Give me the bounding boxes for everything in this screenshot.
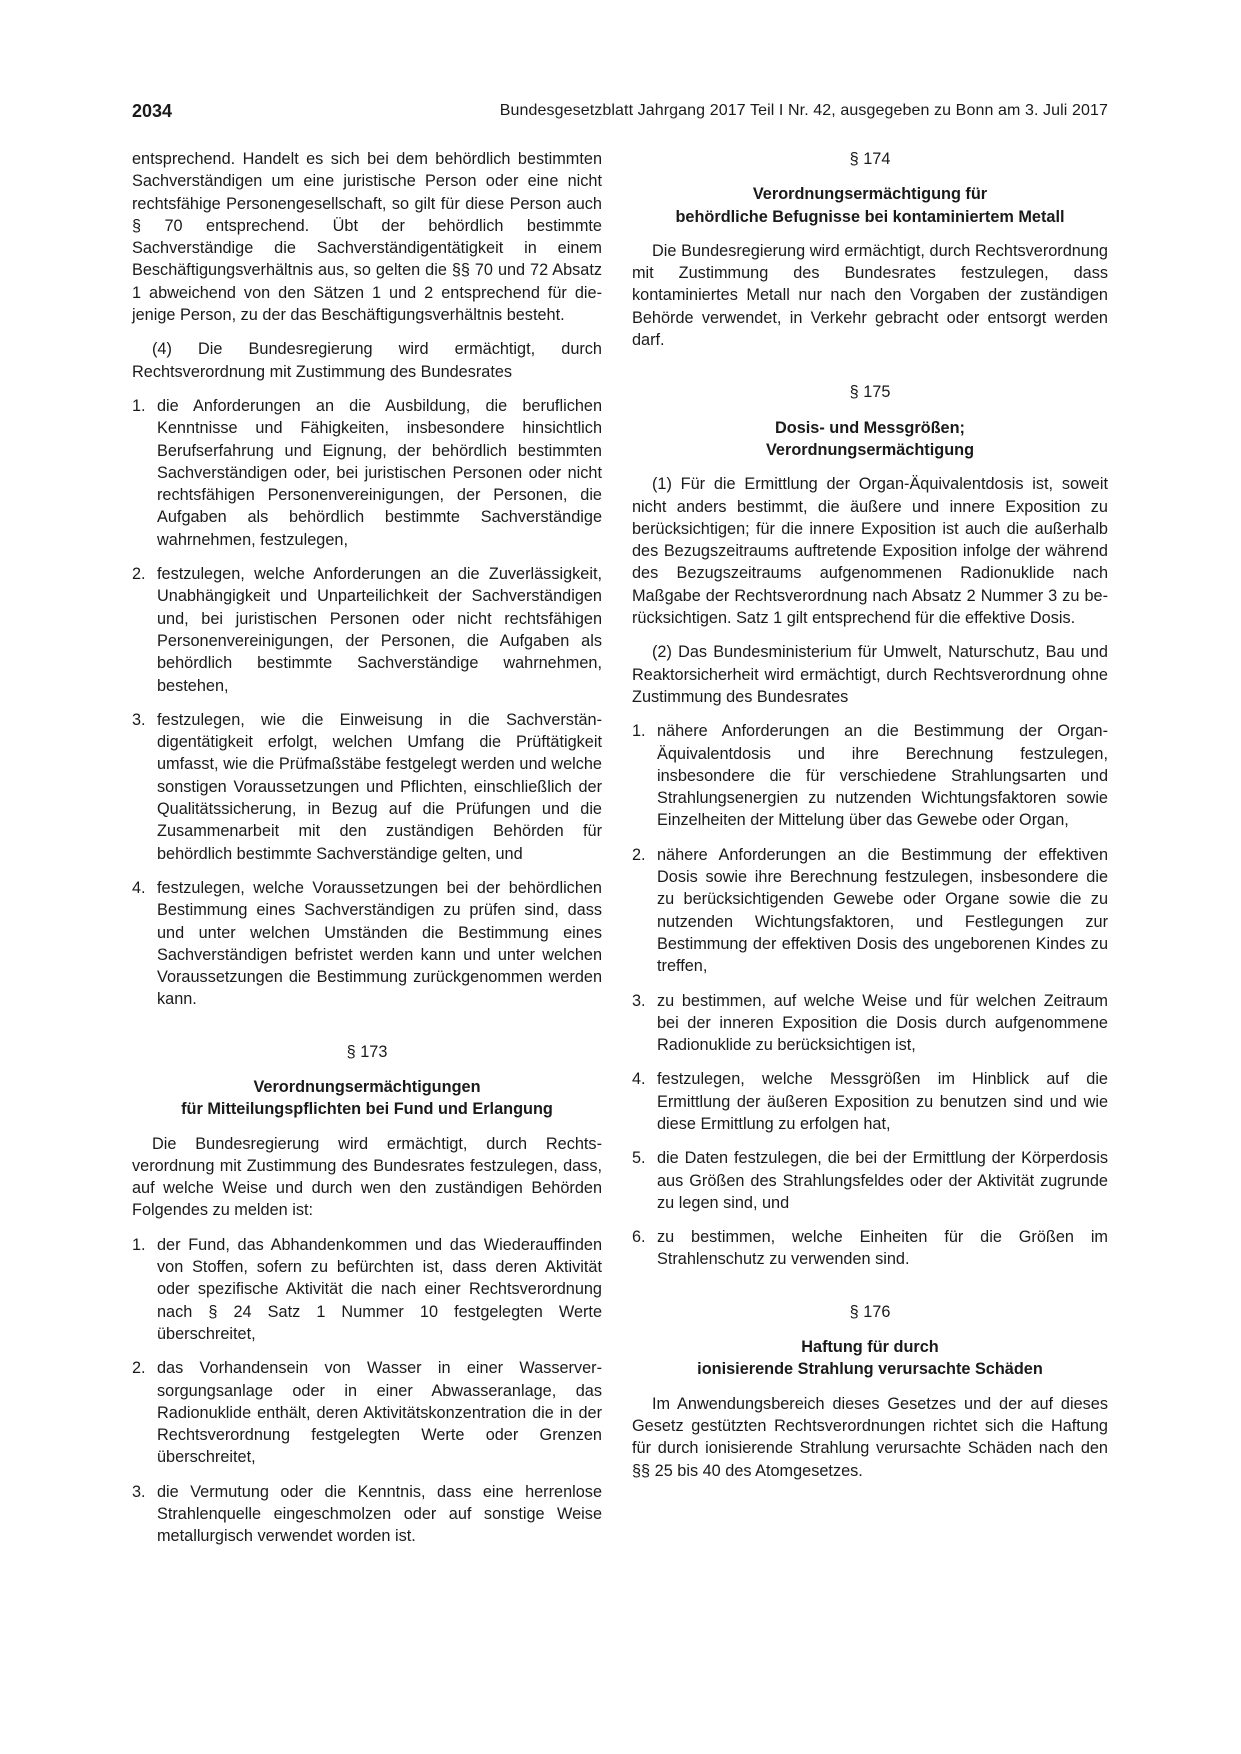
running-head: Bundesgesetzblatt Jahrgang 2017 Teil I Nr. 42, ausgegeben zu Bonn am 3. Juli 2017 xyxy=(499,102,1108,119)
list-item: 3. zu bestimmen, auf welche Weise und für welchen Zeitraum bei der inneren Exposition die Dosis durch aufgenommene Radionuklide zu berücksichtigen ist, xyxy=(632,991,1108,1055)
section-174-number: § 174 xyxy=(849,150,891,168)
section-173-title: Verordnungsermächtigungen für Mitteilungspflichten bei Fund und Erlangung xyxy=(181,1077,553,1119)
list-item: 3. die Vermutung oder die Kenntnis, dass eine herrenlose Strahlenquelle eingeschmolzen oder auf sonstige Weise metallurgisch verwendet worden ist. xyxy=(132,1482,602,1546)
section-174-text: Die Bundesregierung wird ermächtigt, durch Rechtsverordnung mit Zustimmung des Bundesrates festzulegen, dass kontaminiertes Metall nur nach den Vorgaben der zuständigen Behörde verwendet, in Verkehr gebracht oder entsorgt werden darf. xyxy=(632,241,1108,350)
list-item: 3. festzulegen, wie die Einweisung in die Sachverständigentätigkeit erfolgt, welchen Umfang die Prüftätigkeit umfasst, wie die Prüfmaßstäbe festgelegt werden und welche sonstigen Voraussetzungen und Pflichten, einschließlich der Qualitätssicherung, in Bezug auf die Prüfungen und die Zusammenarbeit mit den zuständigen Behörden für behördlich bestimmte Sachverständige gelten, und xyxy=(132,710,602,863)
left-column xyxy=(132,148,602,1548)
list-item: 4. festzulegen, welche Messgrößen im Hinblick auf die Ermittlung der äußeren Exposition zu benutzen sind und wie diese Ermittlung zu erfolgen hat, xyxy=(632,1070,1108,1133)
section-174-title: Verordnungsermächtigung für behördliche Befugnisse bei kontaminiertem Metall xyxy=(675,185,1065,226)
right-column xyxy=(632,148,1108,1482)
section-175-paragraph-2: (2) Das Bundesministerium für Umwelt, Naturschutz, Bau und Reaktorsicherheit wird ermächtigt, durch Rechtsverordnung ohne Zustimmung des Bundesrates xyxy=(632,643,1108,706)
paragraph-4-list xyxy=(132,395,602,1011)
section-175-paragraph-1: (1) Für die Ermittlung der Organ-Äquivalentdosis ist, soweit nicht anders bestimmt, die äußere und innere Exposition zu berücksichtigen; für die innere Exposition ist auch die außerhalb des Bezugszeitraums auftretende Exposition infolge der während des Bezugszeitraums aufgenommenen Radionuklide nach Maßgabe der Rechtsverordnung nach Absatz 2 Nummer 3 zu berücksichtigen. Satz 1 gilt entsprechend für die effektive Dosis. xyxy=(632,475,1108,628)
section-175-title: Dosis- und Messgrößen; Verordnungsermächtigung xyxy=(765,418,975,459)
section-175-number: § 175 xyxy=(849,383,891,402)
list-item: 2. festzulegen, welche Anforderungen an die Zuverlässigkeit, Unabhängigkeit und Unparteilichkeit der Sachverständigen und, bei juristischen Personen oder nicht rechtsfähigen Personenvereinigungen, der Personen, die Aufgaben als behördlich bestimmte Sachverständige wahrnehmen, bestehen, xyxy=(132,565,602,695)
page-header xyxy=(132,99,1108,123)
list-item: 1. der Fund, das Abhandenkommen und das Wiederauffinden von Stoffen, sofern zu befürchten ist, dass deren Aktivität oder spezifische Aktivität die nach einer Rechtsverordnung nach § 24 Satz 1 Nummer 10 festgelegten Werte überschreitet, xyxy=(132,1235,602,1343)
paragraph-4: (4) Die Bundesregierung wird ermächtigt, durch Rechtsverordnung mit Zustimmung des Bundesrates xyxy=(132,340,602,381)
list-item: 4. festzulegen, welche Voraussetzungen bei der behördlichen Bestimmung eines Sachverständigen zu prüfen sind, dass und unter welchen Umständen die Bestimmung eines Sachverständigen befristet werden kann und unter welchen Voraussetzungen die Bestimmung zurückgenommen werden kann. xyxy=(132,878,602,1009)
list-item: 1. nähere Anforderungen an die Bestimmung der Organ-Äquivalentdosis und ihre Berechnung festzulegen, insbesondere die für verschiedene Strahlungsarten und Strahlungsenergien zu nutzenden Wichtungsfaktoren sowie Einzelheiten der Mittelung über das Gewebe oder Organ, xyxy=(632,722,1108,830)
continuation-paragraph: entsprechend. Handelt es sich bei dem behördlich bestimmten Sachverständigen um eine juristische Person oder eine nicht rechtsfähige Personengesellschaft, so gilt für diese Person auch § 70 entsprechend. Übt der behördlich bestimmte Sachverständige die Sachverständigentätigkeit in einem Beschäftigungsverhältnis aus, so gelten die §§ 70 und 72 Absatz 1 abweichend von den Sätzen 1 und 2 entsprechend für diejenige Person, zu der das Beschäftigungsverhältnis besteht. xyxy=(132,150,602,325)
list-item: 2. nähere Anforderungen an die Bestimmung der effektiven Dosis sowie ihre Berechnung festzulegen, insbesondere die zu berücksichtigenden Gewebe oder Organe sowie die zu nutzenden Wichtungsfaktoren, und Festlegungen zur Bestimmung der effektiven Dosis des ungeborenen Kindes zu treffen, xyxy=(632,845,1108,976)
section-176-text: Im Anwendungsbereich dieses Gesetzes und der auf dieses Gesetz gestützten Rechtsverordnungen richtet sich die Haftung für durch ionisierende Strahlung verursachte Schäden nach den §§ 25 bis 40 des Atomgesetzes. xyxy=(632,1394,1108,1480)
list-item: 2. das Vorhandensein von Wasser in einer Wasserversorgungsanlage oder in einer Abwasseranlage, das Radionuklide enthält, deren Aktivitätskonzentration die in der Rechtsverordnung festgelegten Werte oder Grenzen überschreitet, xyxy=(132,1359,602,1467)
list-item: 6. zu bestimmen, welche Einheiten für die Größen im Strahlenschutz zu verwenden sind. xyxy=(632,1228,1108,1269)
list-item: 5. die Daten festzulegen, die bei der Ermittlung der Körperdosis aus Größen des Strahlungsfeldes oder der Aktivität zugrunde zu legen sind, und xyxy=(632,1149,1108,1212)
section-173-number: § 173 xyxy=(346,1042,388,1061)
page-number: 2034 xyxy=(132,101,173,121)
section-176-number: § 176 xyxy=(849,1302,891,1321)
section-175-list xyxy=(632,720,1108,1271)
list-item: 1. die Anforderungen an die Ausbildung, die beruflichen Kenntnisse und Fähigkeiten, insbesondere hinsichtlich Berufserfahrung und Eignung, der behördlich bestimmten Sachverständigen oder, bei juristischen Personen oder nicht rechtsfähigen Personenvereinigungen, der Personen, die Aufgaben als behördlich bestimmte Sachverständige wahrnehmen, festzulegen, xyxy=(132,396,602,549)
section-173-list xyxy=(132,1234,602,1548)
section-173-intro: Die Bundesregierung wird ermächtigt, durch Rechtsverordnung mit Zustimmung des Bundesrates festzulegen, dass, auf welche Weise und durch wen den zuständigen Behörden Folgendes zu melden ist: xyxy=(132,1134,602,1220)
section-176-title: Haftung für durch ionisierende Strahlung verursachte Schäden xyxy=(697,1338,1043,1379)
